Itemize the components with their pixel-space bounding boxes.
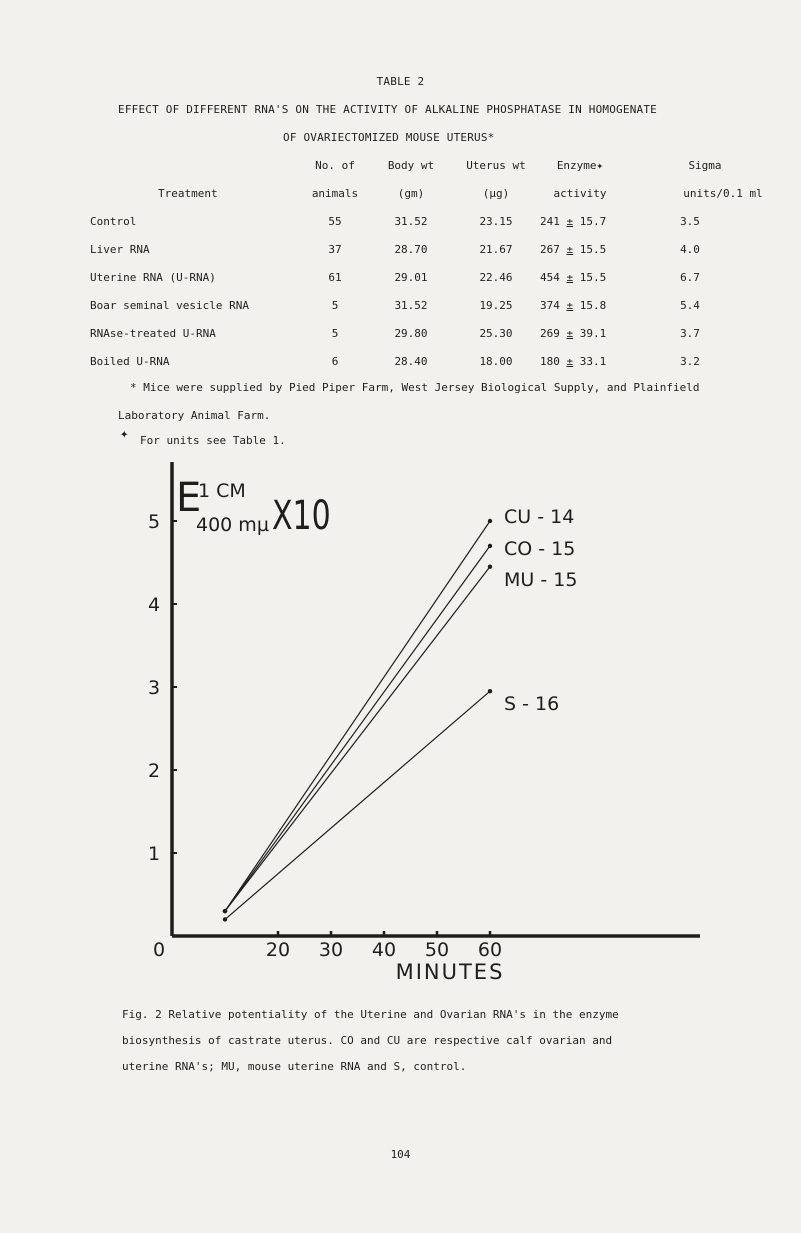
cell-uterus-wt: 21.67 — [479, 243, 513, 256]
series-label: CO - 15 — [504, 538, 576, 560]
plus-minus-sign: ± — [566, 327, 574, 340]
plus-minus-sign: ± — [566, 243, 574, 256]
enzyme-se: 15.5 — [579, 271, 607, 284]
plus-minus-sign: ± — [566, 299, 574, 312]
cell-sigma: 5.4 — [680, 299, 700, 312]
x-tick-label: 20 — [265, 939, 291, 961]
y-tick-label: 1 — [147, 843, 161, 865]
cell-animals: 5 — [331, 327, 339, 340]
y-tick-label: 2 — [147, 760, 161, 782]
series-line — [225, 521, 490, 911]
table-footnote-line1: * Mice were supplied by Pied Piper Farm, West Jersey Biological Supply, and Plainfield — [130, 381, 700, 394]
cell-sigma: 3.7 — [680, 327, 700, 340]
enzyme-se: 15.5 — [579, 243, 607, 256]
x-tick-label: 50 — [424, 939, 450, 961]
enzyme-mean: 267 — [540, 243, 560, 256]
cell-animals: 5 — [331, 299, 339, 312]
series-label: S - 16 — [504, 693, 560, 715]
cell-animals: 6 — [331, 355, 339, 368]
cell-body-wt: 31.52 — [394, 215, 428, 228]
col-header-treatment: Treatment — [158, 187, 218, 200]
cell-animals: 55 — [328, 215, 342, 228]
x-tick-label: 0 — [152, 939, 166, 961]
col-header-bodywt-line1: Body wt — [387, 159, 435, 172]
cell-uterus-wt: 23.15 — [479, 215, 513, 228]
col-header-animals-line1: No. of — [315, 159, 355, 172]
x-tick-label: 60 — [477, 939, 503, 961]
enzyme-mean: 454 — [540, 271, 560, 284]
enzyme-se: 39.1 — [579, 327, 607, 340]
cell-body-wt: 31.52 — [394, 299, 428, 312]
col-header-uteruswt-line1: Uterus wt — [466, 159, 526, 172]
table-footnote-line2: Laboratory Animal Farm. — [118, 409, 271, 422]
enzyme-se: 15.8 — [579, 299, 607, 312]
unit-label-factor: X10 — [272, 493, 331, 539]
cell-treatment: Uterine RNA (U-RNA) — [90, 271, 216, 284]
col-header-bodywt-line2: (gm) — [397, 187, 425, 200]
plus-minus-sign: ± — [566, 215, 574, 228]
series-label: CU - 14 — [504, 506, 575, 528]
cell-treatment: Boiled U-RNA — [90, 355, 170, 368]
enzyme-mean: 180 — [540, 355, 560, 368]
enzyme-mean: 374 — [540, 299, 560, 312]
table-label: TABLE 2 — [376, 75, 425, 88]
y-tick-label: 5 — [147, 511, 161, 533]
enzyme-se: 33.1 — [579, 355, 607, 368]
cell-animals: 61 — [328, 271, 342, 284]
enzyme-mean: 269 — [540, 327, 560, 340]
figure-caption-line3: uterine RNA's; MU, mouse uterine RNA and S, control. — [122, 1060, 467, 1073]
col-header-sigma-line2: units/0.1 ml — [683, 187, 763, 200]
plus-minus-sign: ± — [566, 355, 574, 368]
table-title-line2: OF OVARIECTOMIZED MOUSE UTERUS* — [283, 131, 495, 144]
cell-treatment: Boar seminal vesicle RNA — [90, 299, 249, 312]
col-header-animals-line2: animals — [311, 187, 359, 200]
data-point — [488, 544, 492, 548]
y-tick-label: 3 — [147, 677, 161, 699]
cell-uterus-wt: 19.25 — [479, 299, 513, 312]
data-point — [488, 689, 492, 693]
plus-minus-sign: ± — [566, 271, 574, 284]
data-point — [488, 564, 492, 568]
x-axis-title: MINUTES — [395, 960, 505, 984]
cell-uterus-wt: 25.30 — [479, 327, 513, 340]
cell-body-wt: 29.80 — [394, 327, 428, 340]
unit-label-line2: 400 mµ — [196, 514, 269, 536]
cell-animals: 37 — [328, 243, 342, 256]
unit-label-line1: 1 CM — [198, 480, 246, 502]
cell-sigma: 3.2 — [680, 355, 700, 368]
cross-footnote-icon: ✦ — [120, 426, 129, 442]
col-header-enzyme-line2: activity — [553, 187, 607, 200]
col-header-sigma-line1: Sigma — [688, 159, 722, 172]
enzyme-mean: 241 — [540, 215, 560, 228]
cell-sigma: 3.5 — [680, 215, 700, 228]
series-label: MU - 15 — [504, 569, 578, 591]
enzyme-se: 15.7 — [579, 215, 607, 228]
col-header-uteruswt-line2: (µg) — [482, 187, 510, 200]
data-point — [223, 917, 227, 921]
y-tick-label: 4 — [147, 594, 161, 616]
figure-caption-line1: Fig. 2 Relative potentiality of the Uterine and Ovarian RNA's in the enzyme — [122, 1008, 619, 1021]
cell-sigma: 6.7 — [680, 271, 700, 284]
series-line — [225, 567, 490, 911]
data-point — [488, 519, 492, 523]
series-line — [225, 546, 490, 911]
extinction-symbol: E — [176, 475, 202, 521]
x-tick-label: 30 — [318, 939, 344, 961]
figure-caption-line2: biosynthesis of castrate uterus. CO and CU are respective calf ovarian and — [122, 1034, 613, 1047]
data-point — [223, 909, 227, 913]
table-footnote-units: For units see Table 1. — [140, 434, 286, 447]
cell-treatment: RNAse-treated U-RNA — [90, 327, 216, 340]
x-tick-label: 40 — [371, 939, 397, 961]
cell-body-wt: 28.70 — [394, 243, 428, 256]
cell-treatment: Liver RNA — [90, 243, 150, 256]
cell-body-wt: 28.40 — [394, 355, 428, 368]
cell-uterus-wt: 18.00 — [479, 355, 513, 368]
cell-treatment: Control — [90, 215, 137, 228]
series-line — [225, 691, 490, 919]
cell-sigma: 4.0 — [680, 243, 700, 256]
table-title-line1: EFFECT OF DIFFERENT RNA'S ON THE ACTIVITY OF ALKALINE PHOSPHATASE IN HOMOGENATE — [118, 103, 657, 116]
cell-body-wt: 29.01 — [394, 271, 428, 284]
cell-uterus-wt: 22.46 — [479, 271, 513, 284]
col-header-enzyme-line1: Enzyme✦ — [556, 159, 604, 172]
page-number: 104 — [390, 1148, 411, 1161]
